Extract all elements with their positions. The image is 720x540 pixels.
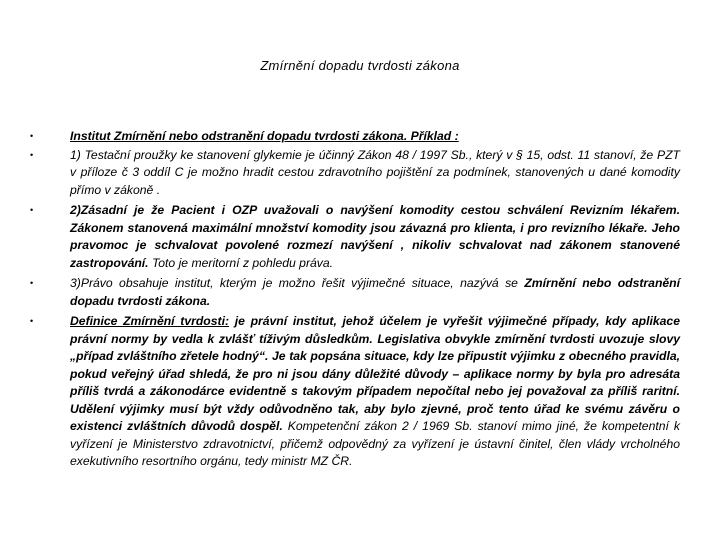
list-item: [30, 313, 680, 471]
bullet-icon: •: [30, 278, 34, 288]
bullet-icon: •: [30, 149, 34, 160]
bullet-list: [30, 128, 680, 471]
list-item: [30, 128, 680, 146]
bullet-icon: •: [30, 131, 34, 141]
bullet-icon: •: [30, 205, 34, 215]
item-text-bold: 2)Zásadní je že Pacient i OZP uvažovali o navýšení komodity cestou schválení Revizním lékařem. Zákonem stanovená maximální množství komodity jsou závazná pro klienta, i pro revizního lékaře. Jeho pravomoc je schvalovat povolené rozmezí navýšení , nikoliv schvalovat nad zákonem stanovené zastropování.: [70, 203, 680, 270]
item-text-normal: Toto je meritorní z pohledu práva.: [148, 255, 334, 270]
bullet-icon: •: [30, 316, 34, 326]
list-item: [30, 147, 680, 200]
list-item: [30, 275, 680, 310]
list-item: [30, 202, 680, 272]
item-text-bold: je právní institut, jehož účelem je vyřešit výjimečné případy, kdy aplikace právní normy by vedla k zvlášť tíživým důsledkům. Legislativa obvykle zmírnění tvrdosti uvozuje slovy „případ zvláštního zřetele hodný“. Je tak popsána situace, kdy lze připustit výjimku z obecného pravidla, pokud veřejný úřad shledá, že pro ni jsou dány důležité důvody – aplikace normy by byla pro adresáta příliš tvrdá a zákonodárce evidentně s takovým případem nepočítal nebo jej považoval za příliš raritní. Udělení výjimky musí být vždy odůvodněno tak, aby bylo zjevné, proč tento úřad ke svému závěru o existenci zvláštních důvodů dospěl.: [70, 314, 680, 433]
item-text: 1) Testační proužky ke stanovení glykemie je účinný Zákon 48 / 1997 Sb., který v § 15, odst. 11 stanoví, že PZT v příloze č 3 oddíl C je možno hradit cestou zdravotního pojištění za podmínek, stanovených u dané komodity přímo v zákoně .: [70, 147, 680, 197]
item-text-bold: Zmírnění nebo odstranění dopadu tvrdosti zákona.: [70, 276, 680, 308]
page-title: Zmírnění dopadu tvrdosti zákona: [260, 58, 460, 73]
item-text-normal: Kompetenční zákon 2 / 1969 Sb. stanoví mimo jiné, že kompetentní k vyřízení je Ministerstvo zdravotnictví, přičemž odpovědný za vyřízení je ústavní činitel, člen vlády vrcholného exekutivního resortního orgánu, tedy ministr MZ ČR.: [70, 419, 680, 468]
item-text: Institut Zmírnění nebo odstranění dopadu tvrdosti zákona. Příklad :: [70, 129, 459, 143]
definition-label: Definice Zmírnění tvrdosti:: [70, 314, 230, 328]
item-text-normal: 3)Právo obsahuje institut, kterým je možno řešit výjimečné situace, nazývá se: [70, 276, 525, 290]
